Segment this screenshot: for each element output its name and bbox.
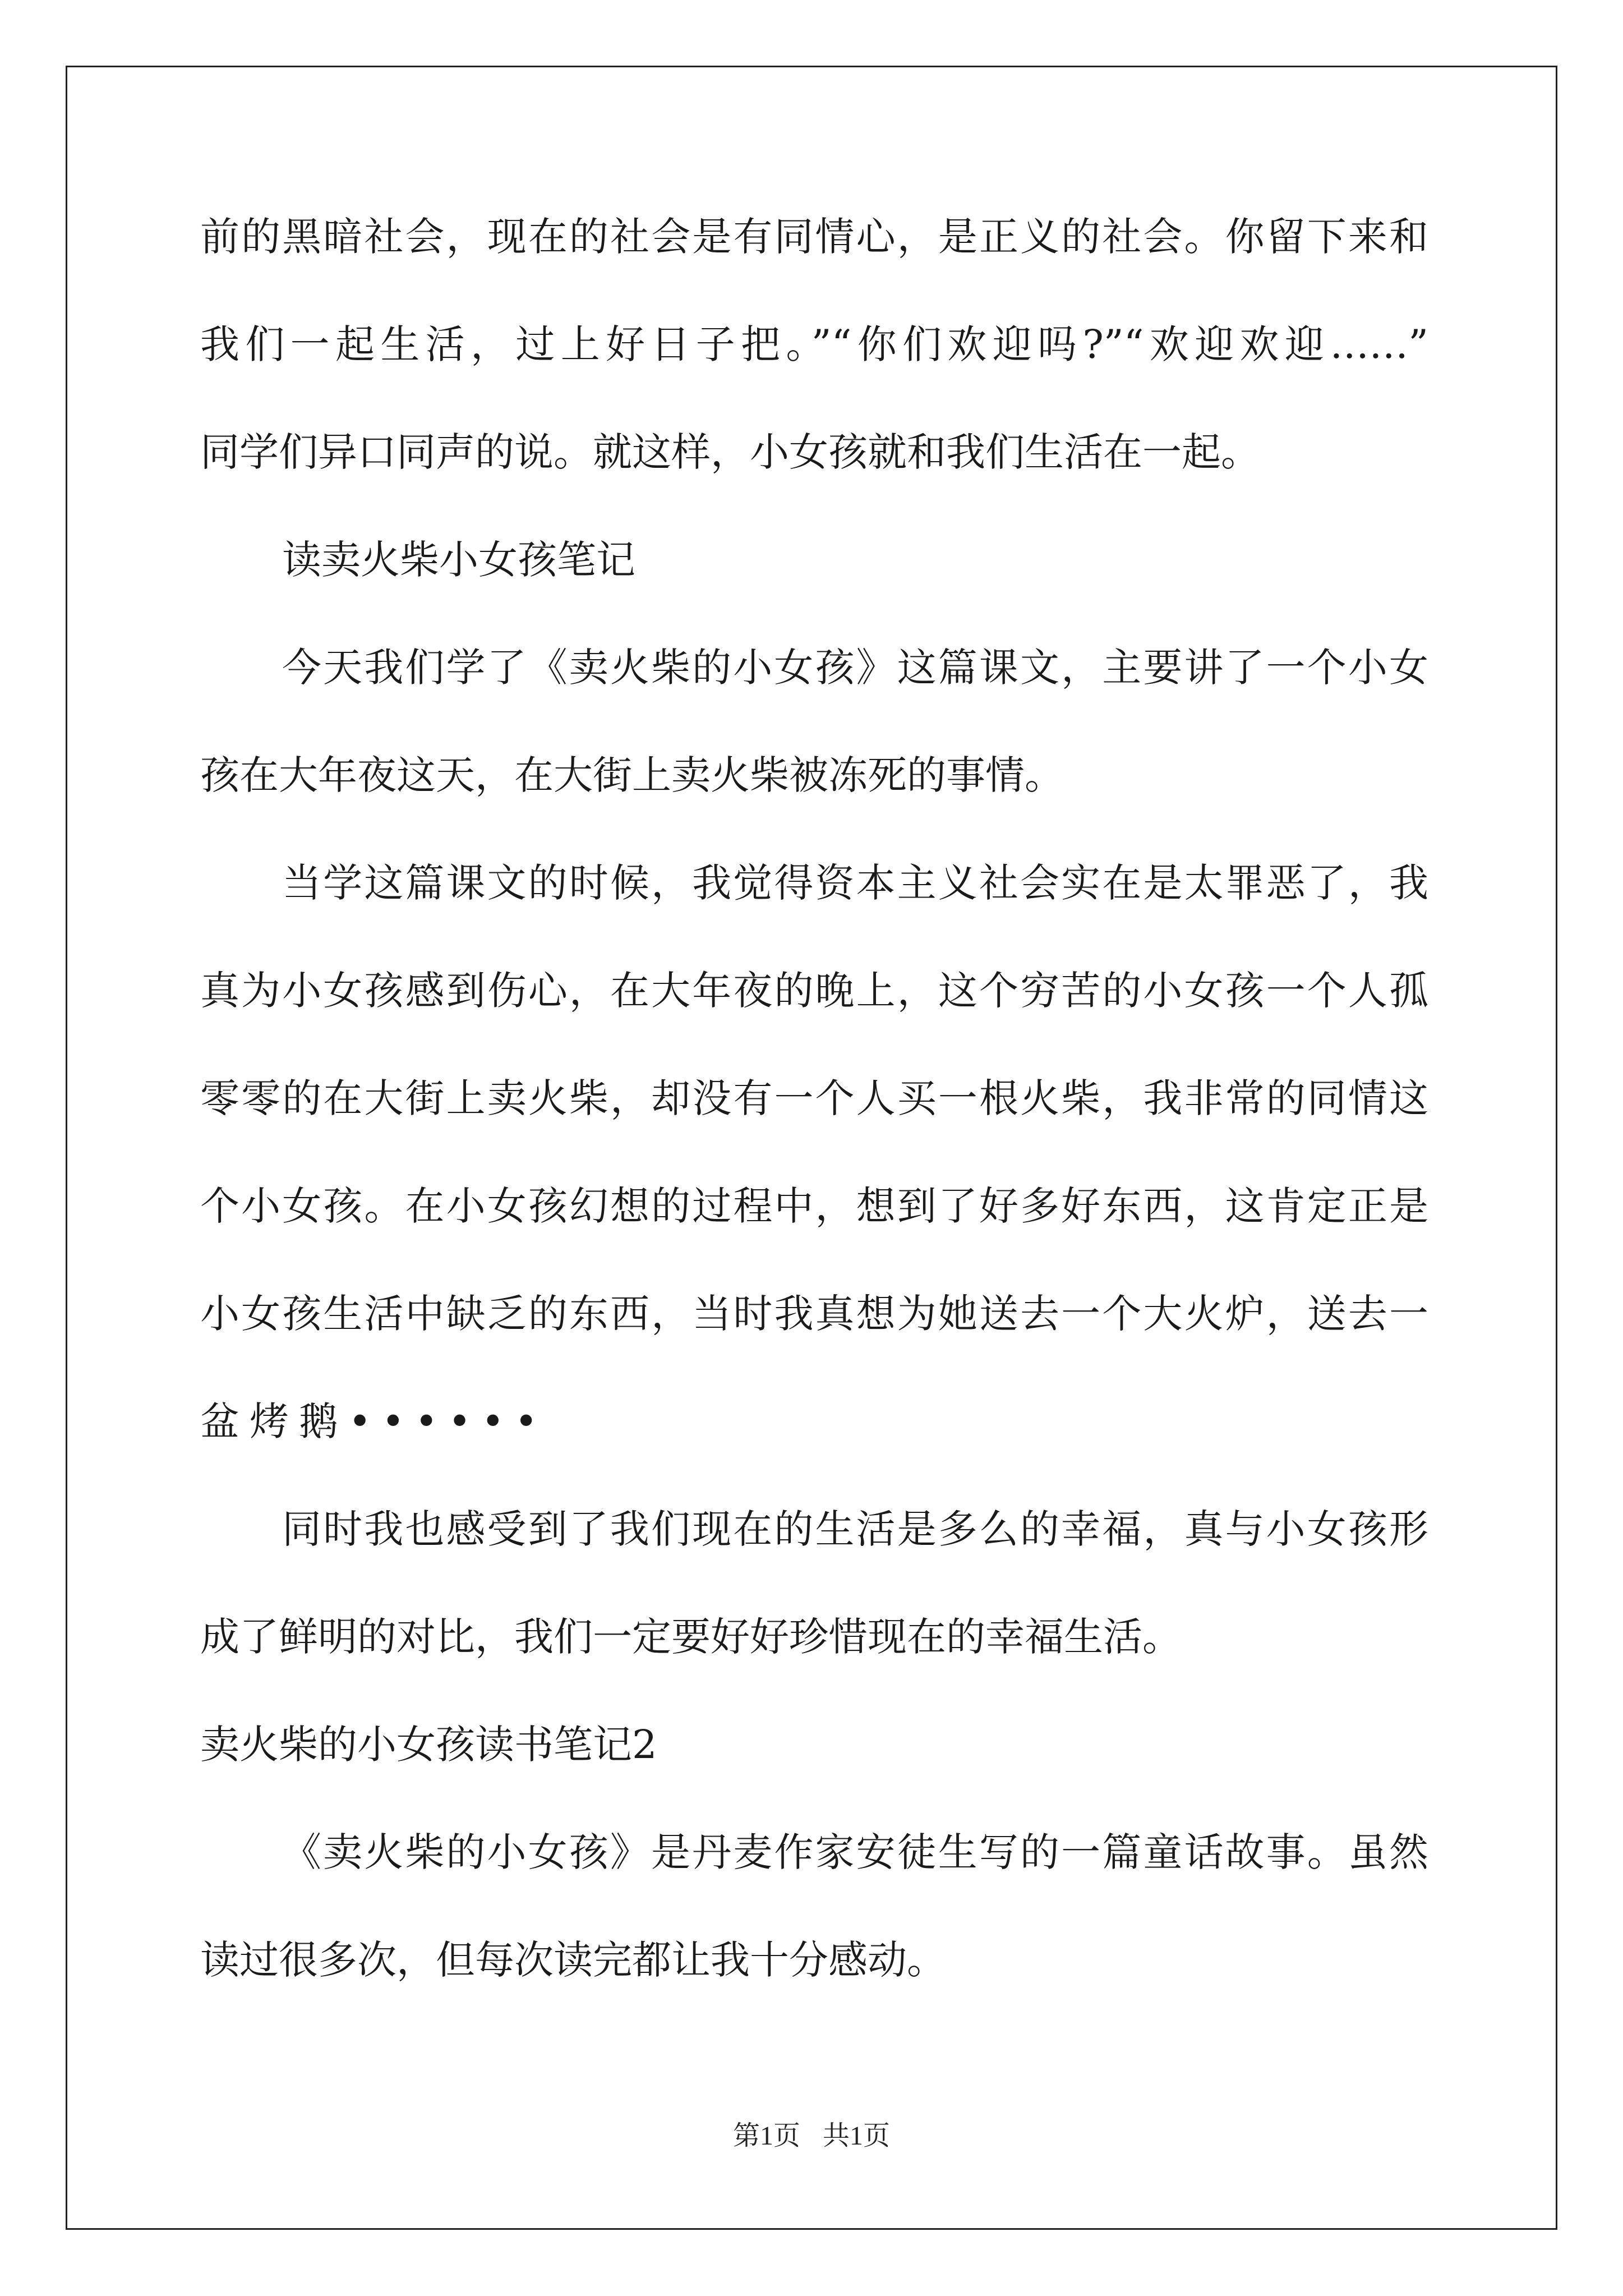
- text-line: 小女孩生活中缺乏的东西，当时我真想为她送去一个大火炉，送去一: [200, 1291, 1428, 1337]
- text-line: 真为小女孩感到伤心，在大年夜的晚上，这个穷苦的小女孩一个人孤: [200, 968, 1428, 1014]
- text-line: 孩在大年夜这天，在大街上卖火柴被冻死的事情。: [200, 752, 1064, 798]
- text-line: 当学这篇课文的时候，我觉得资本主义社会实在是太罪恶了，我: [282, 860, 1428, 906]
- section-heading: 卖火柴的小女孩读书笔记2: [200, 1722, 657, 1768]
- text-line: 读过很多次，但每次读完都让我十分感动。: [200, 1937, 946, 1983]
- section-heading: 读卖火柴小女孩笔记: [282, 537, 635, 583]
- text-line: 个小女孩。在小女孩幻想的过程中，想到了好多好东西，这肯定正是: [200, 1183, 1428, 1229]
- text-line: 零零的在大街上卖火柴，却没有一个人买一根火柴，我非常的同情这: [200, 1075, 1428, 1121]
- text-line: 前的黑暗社会，现在的社会是有同情心，是正义的社会。你留下来和: [200, 214, 1428, 260]
- page-total: 共1页: [823, 2121, 891, 2151]
- text-line: 同时我也感受到了我们现在的生活是多么的幸福，真与小女孩形: [282, 1506, 1428, 1552]
- text-line: 同学们异口同声的说。就这样，小女孩就和我们生活在一起。: [200, 429, 1260, 475]
- text-line: 成了鲜明的对比，我们一定要好好珍惜现在的幸福生活。: [200, 1614, 1182, 1660]
- text-line: 《卖火柴的小女孩》是丹麦作家安徒生写的一篇童话故事。虽然: [282, 1829, 1428, 1875]
- text-line: 我们一起生活，过上好日子把。”“你们欢迎吗?”“欢迎欢迎……”: [200, 321, 1428, 367]
- page-footer: [0, 2119, 1623, 2153]
- text-line: 今天我们学了《卖火柴的小女孩》这篇课文，主要讲了一个小女: [282, 645, 1428, 691]
- text-line: 盆烤鹅••••••: [200, 1398, 548, 1444]
- page-border: [66, 66, 1557, 2230]
- page-number: 第1页: [732, 2121, 800, 2151]
